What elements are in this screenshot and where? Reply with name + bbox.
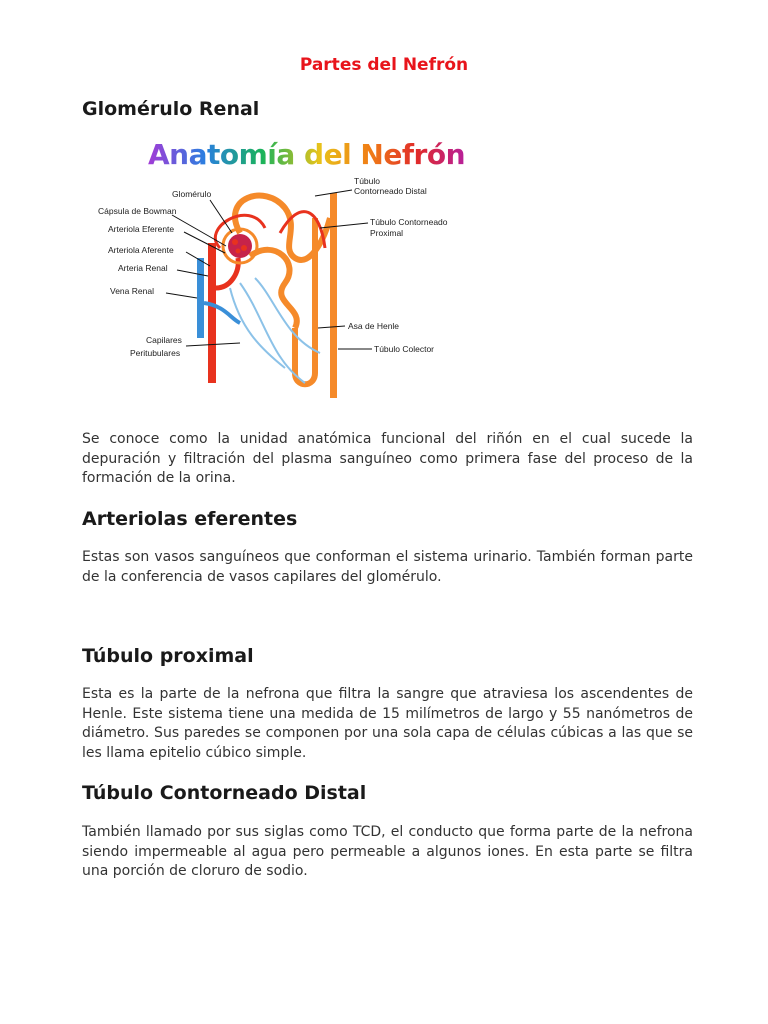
label-arteriola-eferente: Arteriola Eferente <box>108 224 175 234</box>
label-peritubulares: Peritubulares <box>130 348 181 358</box>
heading-arteriolas-eferentes: Arteriolas eferentes <box>82 508 298 530</box>
renal-vein-shape <box>197 258 204 338</box>
heading-tubulo-contorneado-distal: Túbulo Contorneado Distal <box>82 782 367 804</box>
henle-loop-shape <box>295 218 315 384</box>
diagram-title: Anatomía del Nefrón <box>148 138 465 171</box>
paragraph-glomerulo-renal: Se conoce como la unidad anatómica funcional del riñón en el cual sucede la depuración y filtración del plasma sanguíneo como primera fase del proceso de la formación de la orina. <box>82 431 693 486</box>
proximal-tubule-shape <box>250 250 297 328</box>
label-tubulo-proximal-2: Proximal <box>370 228 404 238</box>
label-capsula-bowman: Cápsula de Bowman <box>98 206 177 216</box>
capillaries-shape <box>230 278 320 383</box>
renal-artery-shape <box>208 243 216 383</box>
label-asa-henle: Asa de Henle <box>348 321 400 331</box>
label-tubulo-distal-2: Contorneado Distal <box>354 186 427 196</box>
label-vena-renal: Vena Renal <box>110 286 154 296</box>
label-capilares: Capilares <box>146 335 182 345</box>
label-arteria-renal: Arteria Renal <box>118 263 168 273</box>
paragraph-tubulo-proximal: Esta es la parte de la nefrona que filtra la sangre que atraviesa los ascendentes de Henle. Este sistema tiene una medida de 15 milímetros de largo y 55 nanómetros de diámetro. Sus paredes se componen por una sola capa de células cúbicas a las que se les llama epitelio cúbico simple. <box>82 686 693 761</box>
paragraph-arteriolas-eferentes: Estas son vasos sanguíneos que conforman el sistema urinario. También forman parte de la conferencia de vasos capilares del glomérulo. <box>82 549 693 585</box>
heading-glomerulo-renal: Glomérulo Renal <box>82 98 260 120</box>
paragraph-tubulo-contorneado-distal: También llamado por sus siglas como TCD, el conducto que forma parte de la nefrona siendo impermeable al agua pero permeable a algunos iones. En esta parte se filtra una porción de cloruro de sodio. <box>82 824 693 879</box>
nephron-illustration <box>90 138 480 403</box>
label-glomerulo: Glomérulo <box>172 189 212 199</box>
page-title: Partes del Nefrón <box>299 55 469 75</box>
glomerulus-shape <box>228 234 252 258</box>
label-tubulo-colector: Túbulo Colector <box>374 344 435 354</box>
label-tubulo-distal-1: Túbulo <box>354 176 380 186</box>
nephron-diagram <box>90 138 480 403</box>
heading-tubulo-proximal: Túbulo proximal <box>82 645 254 667</box>
label-tubulo-proximal-1: Túbulo Contorneado <box>370 217 448 227</box>
label-arteriola-aferente: Arteriola Aferente <box>108 245 174 255</box>
